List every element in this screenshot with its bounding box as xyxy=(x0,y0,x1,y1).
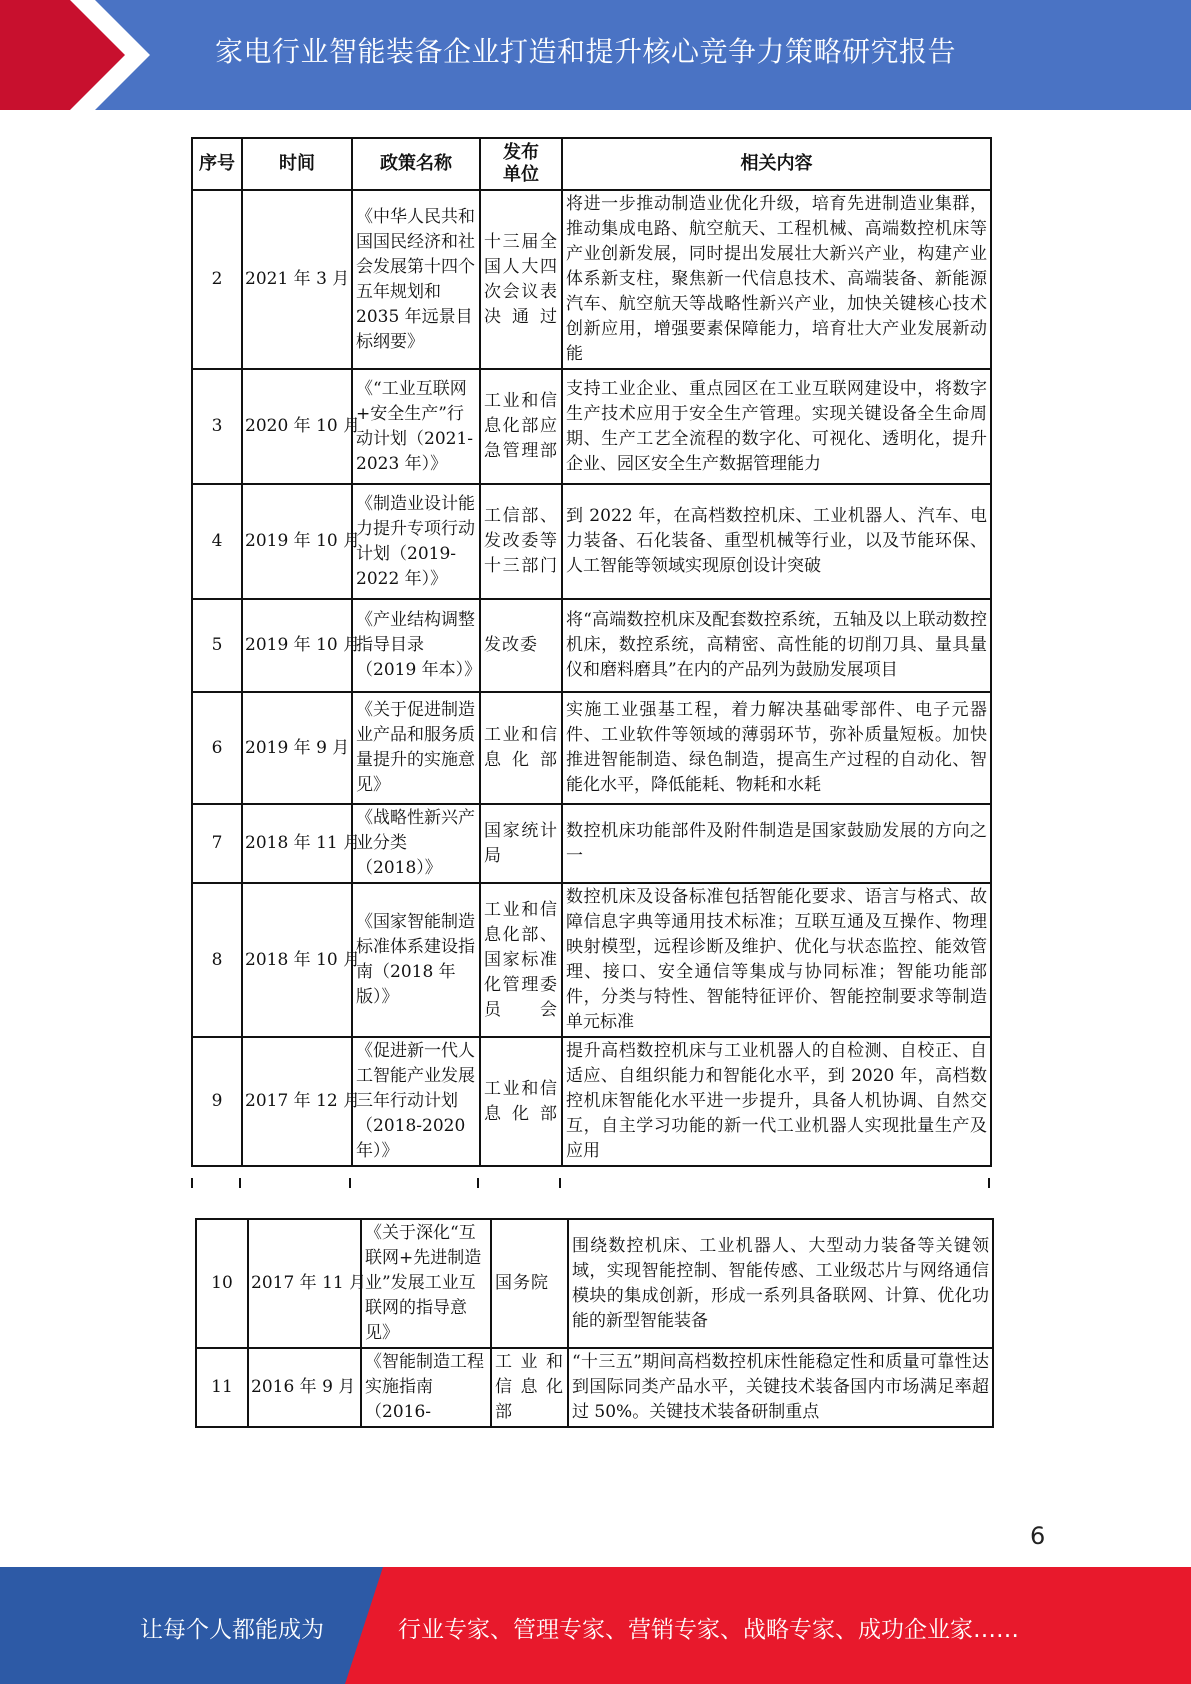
row-policy-name: 《制造业设计能力提升专项行动计划（2019- 2022 年）》 xyxy=(352,484,480,599)
table-row xyxy=(192,1037,991,1166)
table-continuation-edge xyxy=(191,1178,990,1188)
row-content: 将“高端数控机床及配套数控系统，五轴及以上联动数控机床，数控系统，高精密、高性能的切削刀具、量具量仪和磨料磨具”在内的产品列为鼓励发展项目 xyxy=(562,599,991,692)
row-time: 2019 年 10 月 xyxy=(242,599,352,692)
row-time: 2017 年 11 月 xyxy=(248,1219,361,1348)
row-policy-name: 《智能制造工程实施指南（2016- xyxy=(361,1348,491,1427)
table-row xyxy=(196,1219,993,1348)
table-header-row xyxy=(192,138,991,190)
row-issuer: 工业和信息化部应急管理部 xyxy=(480,369,562,484)
row-content: 数控机床功能部件及附件制造是国家鼓励发展的方向之一 xyxy=(562,804,991,883)
row-issuer: 发改委 xyxy=(480,599,562,692)
row-number: 5 xyxy=(192,599,242,692)
table-row xyxy=(196,1348,993,1427)
row-issuer: 工业和信息化部 xyxy=(491,1348,568,1427)
row-number: 8 xyxy=(192,883,242,1037)
table-row xyxy=(192,692,991,804)
row-number: 10 xyxy=(196,1219,248,1348)
table-row xyxy=(192,883,991,1037)
column-header-time: 时间 xyxy=(242,138,352,190)
row-number: 3 xyxy=(192,369,242,484)
row-content: 到 2022 年，在高档数控机床、工业机器人、汽车、电力装备、石化装备、重型机械等行业，以及节能环保、人工智能等领域实现原创设计突破 xyxy=(562,484,991,599)
policy-table xyxy=(191,137,992,1167)
row-policy-name: 《关于深化“互联网+先进制造业”发展工业互联网的指导意见》 xyxy=(361,1219,491,1348)
row-policy-name: 《关于促进制造业产品和服务质量提升的实施意见》 xyxy=(352,692,480,804)
row-time: 2019 年 9 月 xyxy=(242,692,352,804)
row-content: 实施工业强基工程，着力解决基础零部件、电子元器件、工业软件等领域的薄弱环节，弥补质量短板。加快推进智能制造、绿色制造，提高生产过程的自动化、智能化水平，降低能耗、物耗和水耗 xyxy=(562,692,991,804)
row-issuer: 国务院 xyxy=(491,1219,568,1348)
table-row xyxy=(192,369,991,484)
footer-slogan-left: 让每个人都能成为 xyxy=(140,1617,324,1643)
row-time: 2020 年 10 月 xyxy=(242,369,352,484)
row-time: 2019 年 10 月 xyxy=(242,484,352,599)
row-policy-name: 《“工业互联网+安全生产”行动计划（2021-2023 年）》 xyxy=(352,369,480,484)
row-issuer: 工信部、发改委等十三部门 xyxy=(480,484,562,599)
row-number: 9 xyxy=(192,1037,242,1166)
header-chevron-icon xyxy=(0,0,160,110)
row-content: “十三五”期间高档数控机床性能稳定性和质量可靠性达到国际同类产品水平，关键技术装备国内市场满足率超过 50%。关键技术装备研制重点 xyxy=(568,1348,993,1427)
row-content: 围绕数控机床、工业机器人、大型动力装备等关键领域，实现智能控制、智能传感、工业级芯片与网络通信模块的集成创新，形成一系列具备联网、计算、优化功能的新型智能装备 xyxy=(568,1219,993,1348)
footer-band xyxy=(0,1567,1191,1684)
row-number: 11 xyxy=(196,1348,248,1427)
row-issuer: 工业和信息化部、国家标准化管理委员会 xyxy=(480,883,562,1037)
row-number: 2 xyxy=(192,190,242,369)
row-content: 数控机床及设备标准包括智能化要求、语言与格式、故障信息字典等通用技术标准；互联互通及互操作、物理映射模型，远程诊断及维护、优化与状态监控、能效管理、接口、安全通信等集成与协同标准；智能功能部件，分类与特性、智能特征评价、智能控制要求等制造单元标准 xyxy=(562,883,991,1037)
column-header-unit: 发布单位 xyxy=(480,138,562,190)
row-policy-name: 《促进新一代人工智能产业发展三年行动计划（2018-2020 年）》 xyxy=(352,1037,480,1166)
table-row xyxy=(192,804,991,883)
header-band xyxy=(0,0,1191,110)
row-policy-name: 《战略性新兴产业分类（2018）》 xyxy=(352,804,480,883)
row-time: 2021 年 3 月 xyxy=(242,190,352,369)
row-content: 将进一步推动制造业优化升级，培育先进制造业集群，推动集成电路、航空航天、工程机械、高端数控机床等产业创新发展，同时提出发展壮大新兴产业，构建产业体系新支柱，聚焦新一代信息技术、高端装备、新能源汽车、航空航天等战略性新兴产业，加快关键核心技术创新应用，增强要素保障能力，培育壮大产业发展新动能 xyxy=(562,190,991,369)
row-number: 4 xyxy=(192,484,242,599)
row-policy-name: 《产业结构调整指导目录（2019 年本）》 xyxy=(352,599,480,692)
page-number: 6 xyxy=(1030,1522,1046,1550)
row-policy-name: 《国家智能制造标准体系建设指南（2018 年版）》 xyxy=(352,883,480,1037)
row-issuer: 工业和信息化部 xyxy=(480,692,562,804)
policy-table-continued xyxy=(195,1218,994,1428)
column-header-no: 序号 xyxy=(192,138,242,190)
table-row xyxy=(192,190,991,369)
row-content: 支持工业企业、重点园区在工业互联网建设中，将数字生产技术应用于安全生产管理。实现关键设备全生命周期、生产工艺全流程的数字化、可视化、透明化，提升企业、园区安全生产数据管理能力 xyxy=(562,369,991,484)
row-issuer: 工业和信息化部 xyxy=(480,1037,562,1166)
column-header-name: 政策名称 xyxy=(352,138,480,190)
table-row xyxy=(192,484,991,599)
report-title: 家电行业智能装备企业打造和提升核心竞争力策略研究报告 xyxy=(215,35,957,68)
row-issuer: 国家统计局 xyxy=(480,804,562,883)
footer-slogan-right: 行业专家、管理专家、营销专家、战略专家、成功企业家…… xyxy=(398,1617,1019,1643)
row-content: 提升高档数控机床与工业机器人的自检测、自校正、自适应、自组织能力和智能化水平，到 2020 年，高档数控机床智能化水平进一步提升，具备人机协调、自然交互，自主学习功能的新一代工业机器人实现批量生产及应用 xyxy=(562,1037,991,1166)
row-time: 2018 年 10 月 xyxy=(242,883,352,1037)
row-time: 2017 年 12 月 xyxy=(242,1037,352,1166)
row-policy-name: 《中华人民共和国国民经济和社会发展第十四个五年规划和 2035 年远景目标纲要》 xyxy=(352,190,480,369)
table-row xyxy=(192,599,991,692)
row-issuer: 十三届全国人大四次会议表决通过 xyxy=(480,190,562,369)
row-number: 6 xyxy=(192,692,242,804)
row-time: 2016 年 9 月 xyxy=(248,1348,361,1427)
row-number: 7 xyxy=(192,804,242,883)
row-time: 2018 年 11 月 xyxy=(242,804,352,883)
column-header-content: 相关内容 xyxy=(562,138,991,190)
